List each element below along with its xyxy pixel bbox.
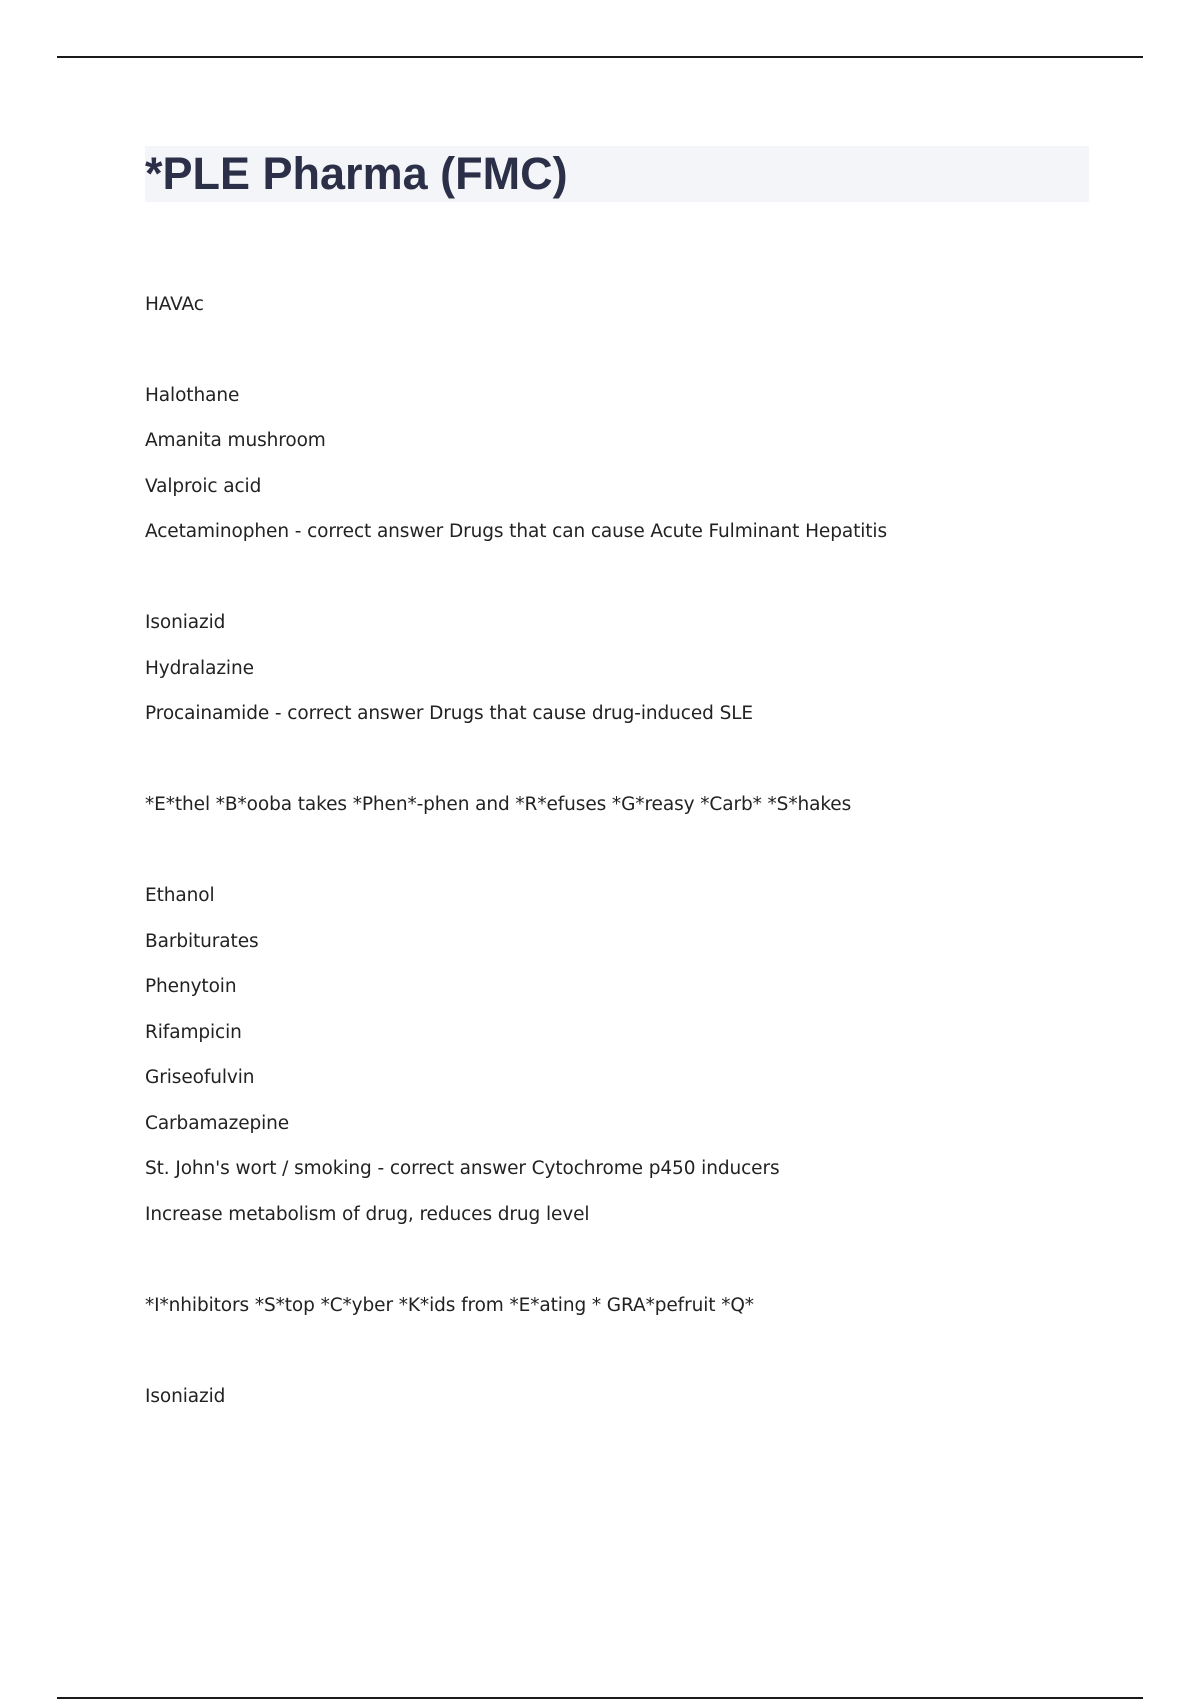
text-line: Isoniazid — [145, 612, 226, 633]
text-line: St. John's wort / smoking - correct answer Cytochrome p450 inducers — [145, 1158, 780, 1179]
text-line: *E*thel *B*ooba takes *Phen*-phen and *R*efuses *G*reasy *Carb* *S*hakes — [145, 794, 852, 815]
page-title: *PLE Pharma (FMC) — [145, 148, 568, 199]
text-line: Griseofulvin — [145, 1067, 255, 1088]
text-line: *I*nhibitors *S*top *C*yber *K*ids from *E*ating * GRA*pefruit *Q* — [145, 1295, 754, 1316]
text-line: HAVAc — [145, 294, 204, 315]
text-line: Valproic acid — [145, 476, 262, 497]
text-line: Increase metabolism of drug, reduces drug level — [145, 1204, 590, 1225]
text-line: Barbiturates — [145, 931, 259, 952]
text-line: Rifampicin — [145, 1022, 242, 1043]
text-line: Carbamazepine — [145, 1113, 290, 1134]
text-line: Hydralazine — [145, 658, 254, 679]
text-line: Amanita mushroom — [145, 430, 326, 451]
text-line: Acetaminophen - correct answer Drugs that can cause Acute Fulminant Hepatitis — [145, 521, 888, 542]
text-line: Ethanol — [145, 885, 215, 906]
text-line: Procainamide - correct answer Drugs that cause drug-induced SLE — [145, 703, 754, 724]
text-line: Halothane — [145, 385, 240, 406]
text-line: Isoniazid — [145, 1386, 226, 1407]
text-line: Phenytoin — [145, 976, 237, 997]
top-rule — [57, 56, 1143, 58]
bottom-rule — [57, 1697, 1143, 1699]
